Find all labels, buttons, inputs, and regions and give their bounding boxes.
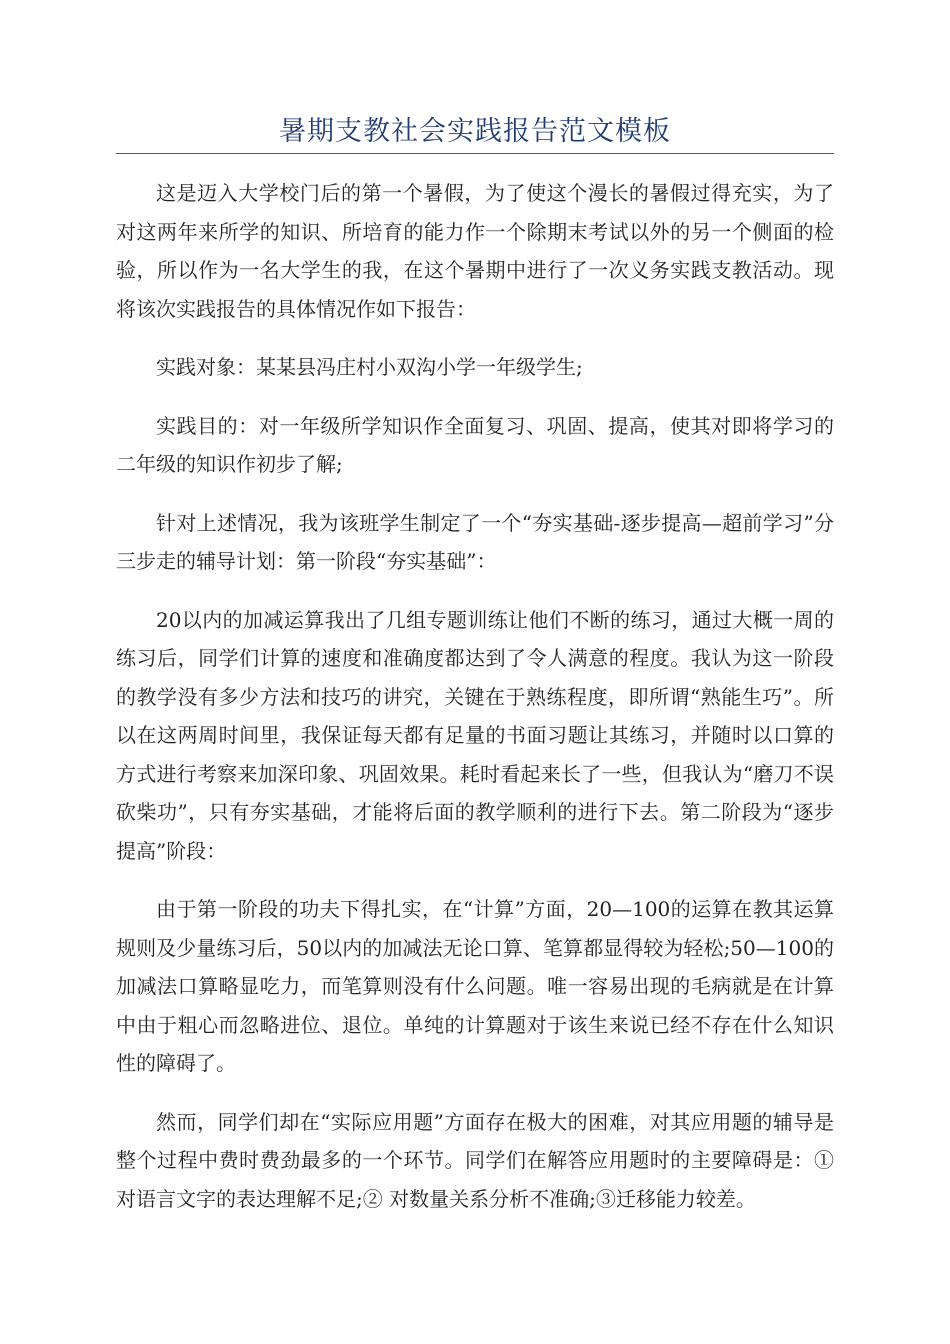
paragraph-intro: 这是迈入大学校门后的第一个暑假，为了使这个漫长的暑假过得充实，为了对这两年来所学的知识、所培育的能力作一个除期末考试以外的另一个侧面的检验，所以作为一名大学生的我，在这个暑期中进行了一次义务实践支教活动。现将该次实践报告的具体情况作如下报告： xyxy=(116,181,834,321)
document-title: 暑期支教社会实践报告范文模板 xyxy=(279,116,671,147)
document-body xyxy=(116,174,834,1238)
paragraph-tutoring-plan: 针对上述情况，我为该班学生制定了一个“夯实基础-逐步提高—超前学习”分三步走的辅导计划：第一阶段“夯实基础”： xyxy=(116,510,834,573)
paragraph-word-problems: 然而，同学们却在“实际应用题”方面存在极大的困难，对其应用题的辅导是整个过程中费时费劲最多的一个环节。同学们在解答应用题时的主要障碍是：①对语言文字的表达理解不足;② 对数量关系分析不准确;③迁移能力较差。 xyxy=(116,1109,834,1211)
paragraph-practice-goal: 实践目的：对一年级所学知识作全面复习、巩固、提高，使其对即将学习的二年级的知识作初步了解; xyxy=(116,413,834,476)
paragraph-stage-one: 20以内的加减运算我出了几组专题训练让他们不断的练习，通过大概一周的练习后，同学们计算的速度和准确度都达到了令人满意的程度。我认为这一阶段的教学没有多少方法和技巧的讲究，关键在于熟练程度，即所谓“熟能生巧”。所以在这两周时间里，我保证每天都有足量的书面习题让其练习，并随时以口算的方式进行考察来加深印象、巩固效果。耗时看起来长了一些，但我认为“磨刀不误砍柴功”，只有夯实基础，才能将后面的教学顺利的进行下去。第二阶段为“逐步提高”阶段： xyxy=(116,607,834,863)
paragraph-practice-target: 实践对象：某某县冯庄村小双沟小学一年级学生; xyxy=(156,355,583,379)
paragraph-stage-two: 由于第一阶段的功夫下得扎实，在“计算”方面，20—100的运算在教其运算规则及少量练习后，50以内的加减法无论口算、笔算都显得较为轻松;50—100的加减法口算略显吃力，而笔算则没有什么问题。唯一容易出现的毛病就是在计算中由于粗心而忽略进位、退位。单纯的计算题对于该生来说已经不存在什么知识性的障碍了。 xyxy=(116,897,834,1075)
title-underline xyxy=(116,153,834,154)
